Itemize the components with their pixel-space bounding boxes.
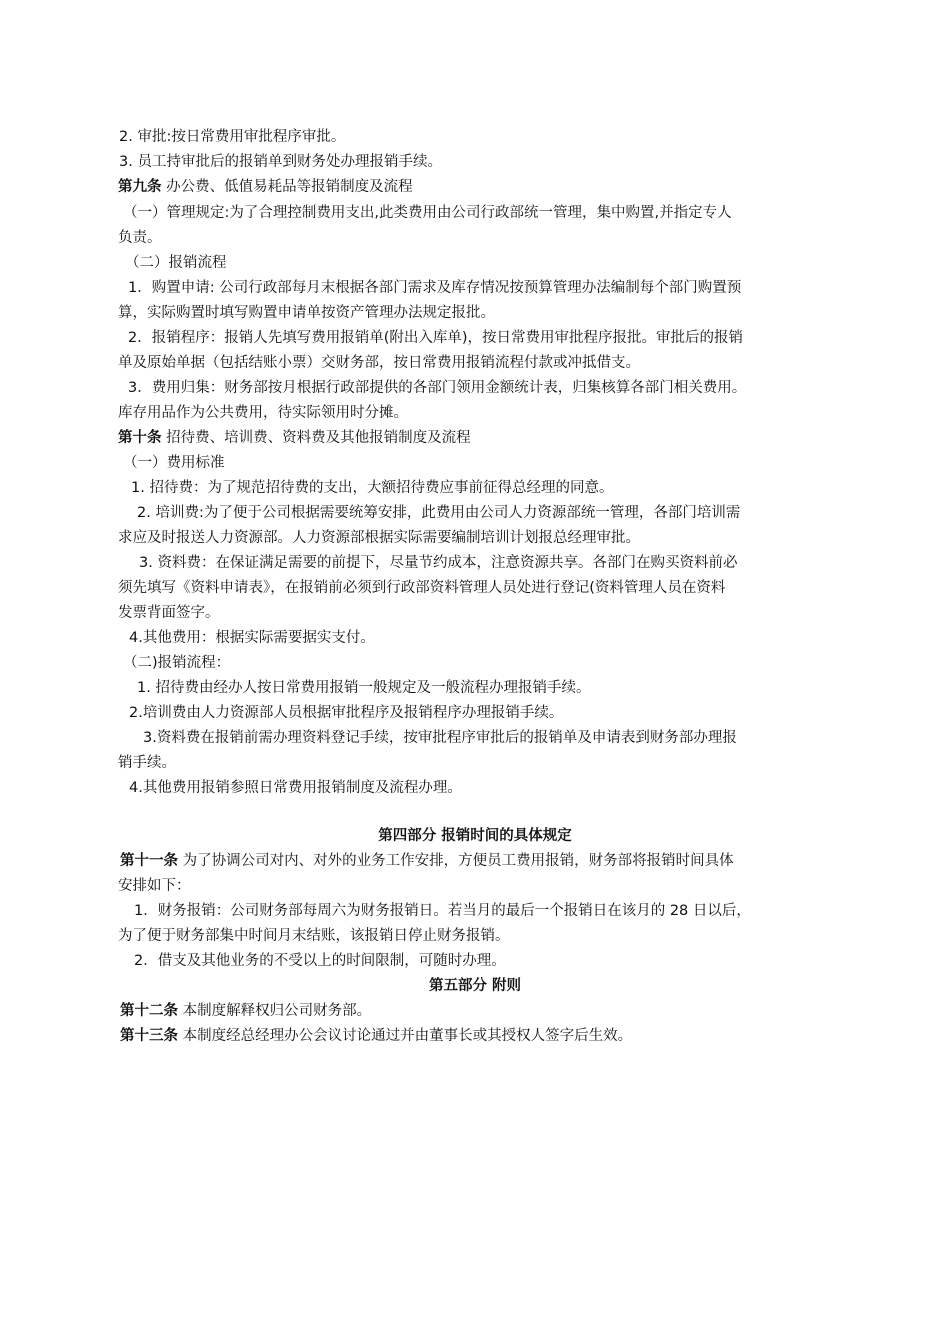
article-9-title: 办公费、低值易耗品等报销制度及流程 xyxy=(166,179,413,195)
line-purchase-request: 1．购置申请: 公司行政部每月末根据各部门需求及库存情况按预算管理办法编制每个部门购置预 xyxy=(128,280,742,296)
line-employee-reimburse: 3. 员工持审批后的报销单到财务处办理报销手续。 xyxy=(119,154,442,170)
article-11-heading: 第十一条 xyxy=(120,853,178,869)
line-advance-other: 2．借支及其他业务的不受以上的时间限制，可随时办理。 xyxy=(134,953,506,969)
line-flow-training: 2.培训费由人力资源部人员根据审批程序及报销程序办理报销手续。 xyxy=(129,705,564,721)
part-4-title: 第四部分 报销时间的具体规定 xyxy=(378,828,572,844)
line-other-costs: 4.其他费用：根据实际需要据实支付。 xyxy=(129,630,375,646)
line-finance-reimburse: 1．财务报销：公司财务部每周六为财务报销日。若当月的最后一个报销日在该月的 28 日以后， xyxy=(134,903,751,919)
article-10 xyxy=(118,428,471,448)
line-reimburse-flow: （二）报销流程 xyxy=(125,255,227,271)
article-10-title: 招待费、培训费、资料费及其他报销制度及流程 xyxy=(166,430,471,446)
line-cost-allocation: 3．费用归集：财务部按月根据行政部提供的各部门领用金额统计表，归集核算各部门相关费用。 xyxy=(128,380,747,396)
line-purchase-request-cont: 算，实际购置时填写购置申请单按资产管理办法规定报批。 xyxy=(118,305,495,321)
article-12-text: 本制度解释权归公司财务部。 xyxy=(182,1003,372,1019)
line-cost-allocation-cont: 库存用品作为公共费用，待实际领用时分摊。 xyxy=(118,405,408,421)
line-flow-heading: （二)报销流程： xyxy=(123,655,231,671)
line-approval: 2. 审批:按日常费用审批程序审批。 xyxy=(119,129,346,145)
article-13-heading: 第十三条 xyxy=(120,1028,178,1044)
line-mgmt-rules: （一）管理规定:为了合理控制费用支出,此类费用由公司行政部统一管理，集中购置,并指定专人 xyxy=(123,205,732,221)
article-13-text: 本制度经总经理办公会议讨论通过并由董事长或其授权人签字后生效。 xyxy=(182,1028,633,1044)
article-11 xyxy=(120,851,734,871)
line-flow-materials-cont: 销手续。 xyxy=(118,755,176,771)
article-11-title: 为了协调公司对内、对外的业务工作安排，方便员工费用报销，财务部将报销时间具体 xyxy=(182,853,734,869)
article-10-heading: 第十条 xyxy=(118,430,162,446)
line-reimburse-procedure: 2．报销程序：报销人先填写费用报销单(附出入库单)，按日常费用审批程序报批。审批后的报销 xyxy=(128,330,744,346)
line-flow-entertainment: 1. 招待费由经办人按日常费用报销一般规定及一般流程办理报销手续。 xyxy=(137,680,591,696)
line-finance-reimburse-cont: 为了便于财务部集中时间月末结账，该报销日停止财务报销。 xyxy=(118,928,510,944)
line-training-cont: 求应及时报送人力资源部。人力资源部根据实际需要编制培训计划报总经理审批。 xyxy=(118,530,640,546)
line-cost-standard: （一）费用标准 xyxy=(123,455,225,471)
line-materials: 3. 资料费：在保证满足需要的前提下，尽量节约成本，注意资源共享。各部门在购买资料前必 xyxy=(139,555,738,571)
line-materials-cont-2: 发票背面签字。 xyxy=(118,605,220,621)
article-12 xyxy=(120,1001,371,1021)
article-9 xyxy=(118,177,413,197)
article-9-heading: 第九条 xyxy=(118,179,162,195)
line-flow-materials: 3.资料费在报销前需办理资料登记手续，按审批程序审批后的报销单及申请表到财务部办理报 xyxy=(143,730,737,746)
line-training: 2. 培训费:为了便于公司根据需要统筹安排，此费用由公司人力资源部统一管理，各部门培训需 xyxy=(137,505,741,521)
line-schedule-intro: 安排如下： xyxy=(118,878,191,894)
line-reimburse-procedure-cont: 单及原始单据（包括结账小票）交财务部，按日常费用报销流程付款或冲抵借支。 xyxy=(118,355,640,371)
article-12-heading: 第十二条 xyxy=(120,1003,178,1019)
article-13 xyxy=(120,1026,632,1046)
line-materials-cont: 须先填写《资料申请表》，在报销前必须到行政部资料管理人员处进行登记(资料管理人员在资料 xyxy=(118,580,726,596)
line-flow-other: 4.其他费用报销参照日常费用报销制度及流程办理。 xyxy=(129,780,462,796)
part-5-title: 第五部分 附则 xyxy=(428,978,522,994)
line-mgmt-rules-cont: 负责。 xyxy=(118,230,162,246)
line-entertainment: 1. 招待费：为了规范招待费的支出，大额招待费应事前征得总经理的同意。 xyxy=(131,480,614,496)
